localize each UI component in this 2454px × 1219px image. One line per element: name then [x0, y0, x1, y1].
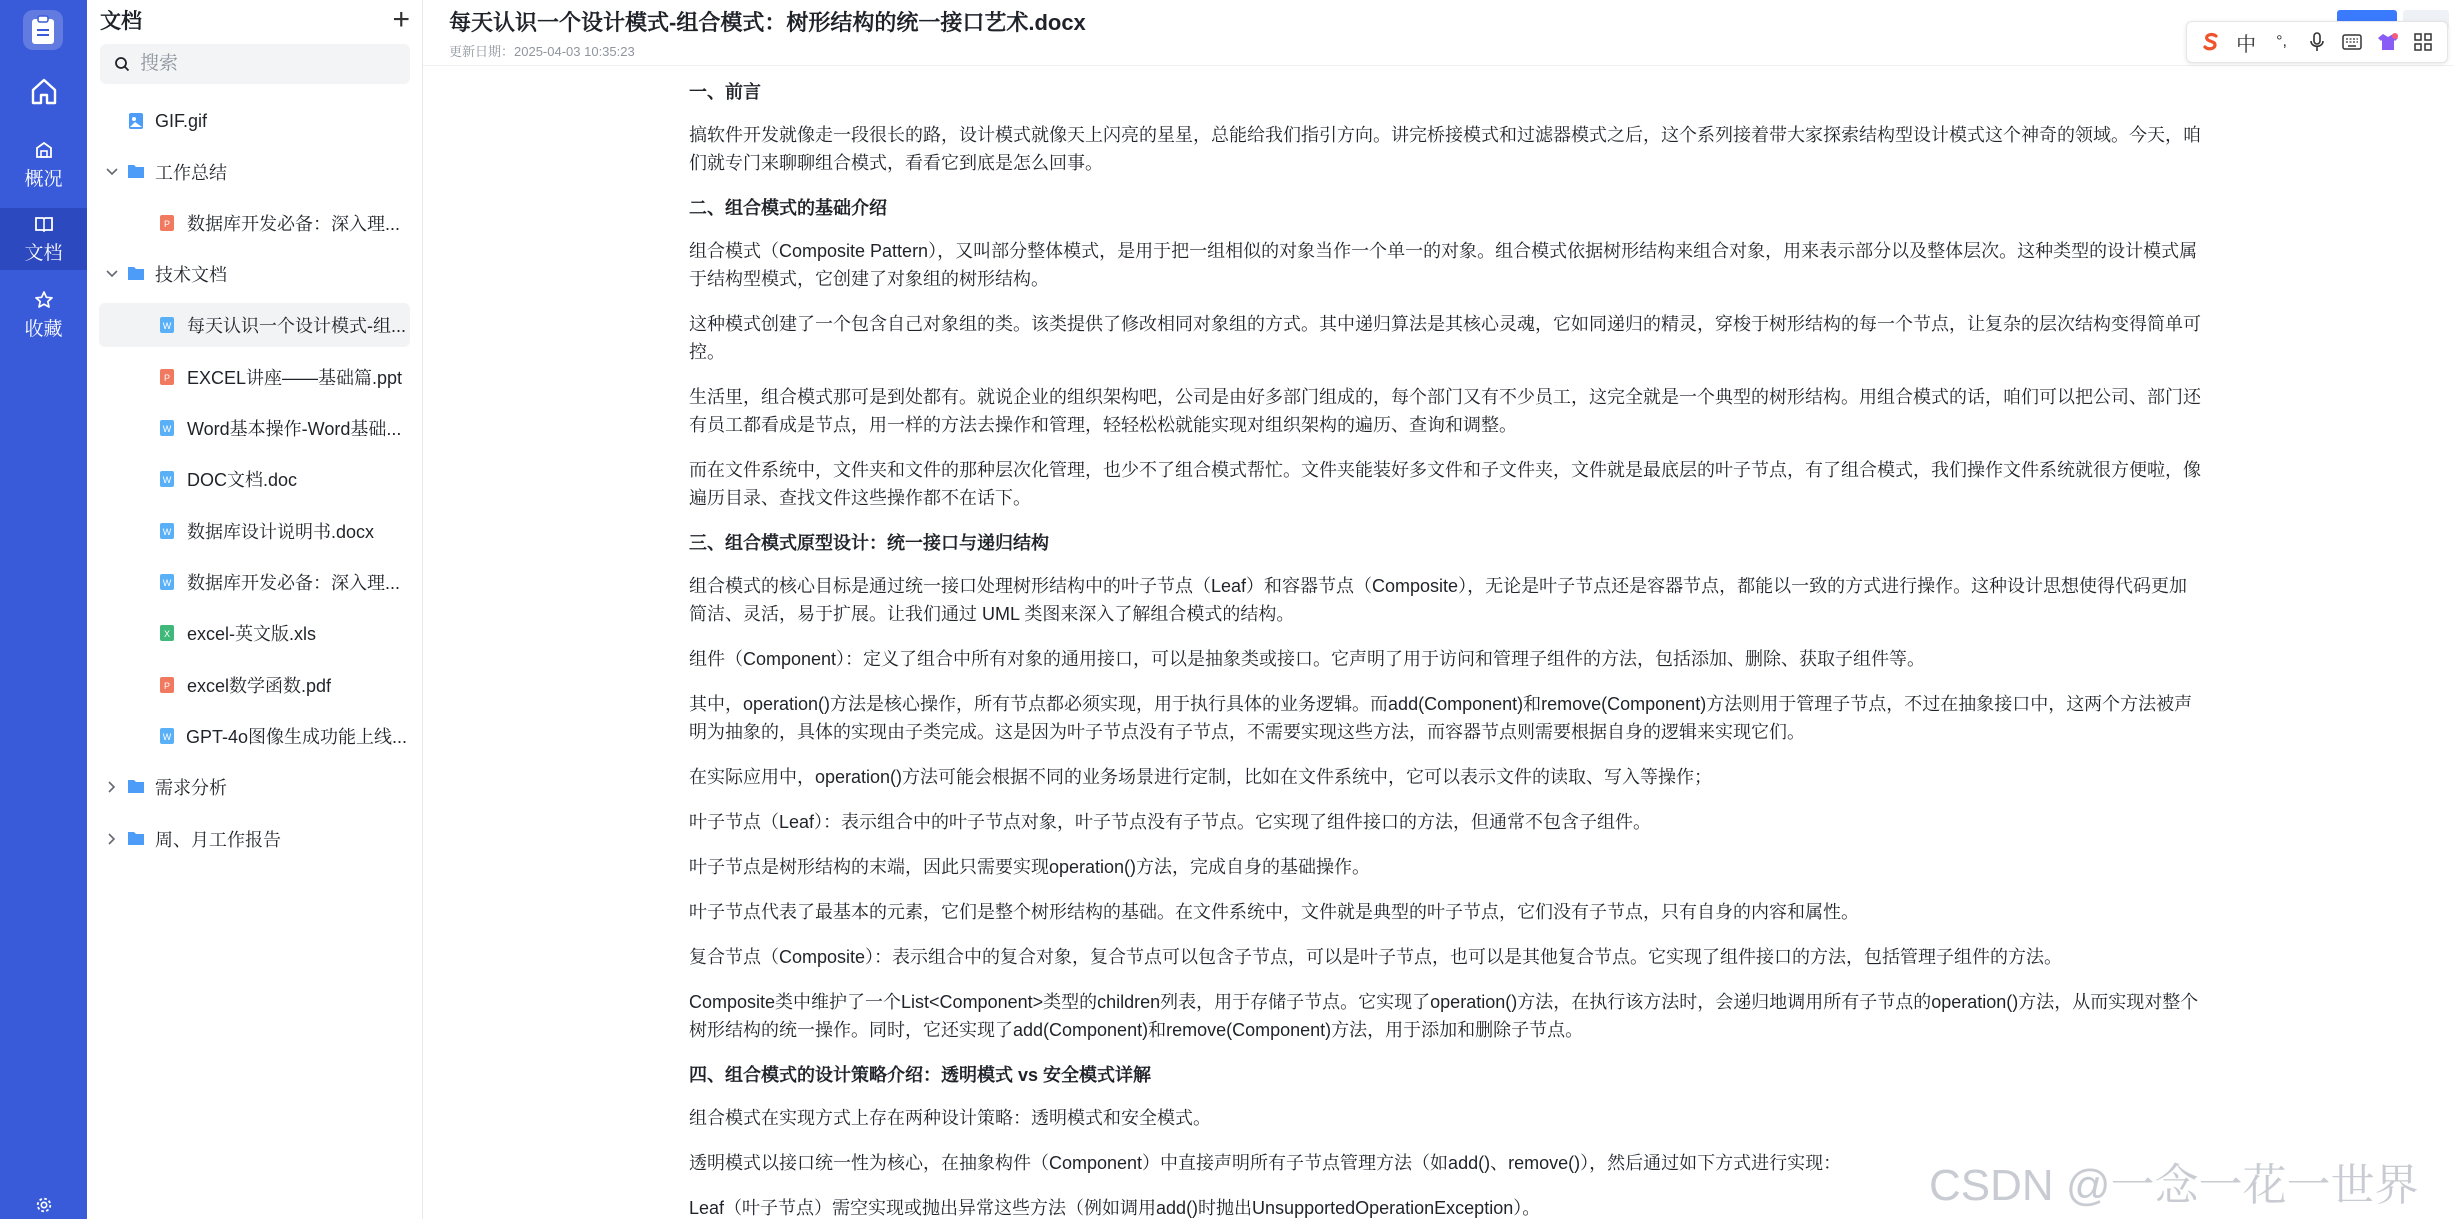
tree-item-label: GIF.gif: [155, 110, 208, 131]
tree-item-doc-doc[interactable]: [159, 457, 407, 501]
overview-icon: [34, 140, 54, 160]
paragraph: 搞软件开发就像走一段很长的路，设计模式就像天上闪亮的星星，总能给我们指引方向。讲完桥接模式和过滤器模式之后，这个系列接着带大家探索结构型设计模式这个神奇的领域。今天，咱们就专门来聊聊组合模式，看看它到底是怎么回事。: [689, 125, 2201, 173]
word-file-icon: [159, 727, 176, 745]
ppt-file-icon: [159, 368, 177, 386]
nav-overview-label: 概况: [24, 168, 63, 190]
book-icon: [34, 214, 54, 234]
paragraph: 生活里，组合模式那可是到处都有。就说企业的组织架构吧，公司是由好多部门组成的，每个部门又有不少员工，这完全就是一个典型的树形结构。用组合模式的话，咱们可以把公司、部门还有员工都看成是节点，用一样的方法去操作和管理，轻轻松松就能实现对组织架构的遍历、查询和调整。: [689, 387, 2201, 435]
search-box[interactable]: [100, 44, 410, 84]
paragraph: 透明模式以接口统一性为核心，在抽象构件（Component）中直接声明所有子节点管理方法（如add()、remove()），然后通过如下方式进行实现：: [689, 1153, 1842, 1173]
chevron-down-icon[interactable]: [103, 270, 121, 278]
nav-rail: [0, 0, 87, 1219]
clipboard-icon: [30, 15, 56, 45]
image-file-icon: [127, 112, 145, 130]
tree-item-excel-ppt[interactable]: [159, 355, 407, 399]
svg-text:W: W: [162, 527, 172, 537]
chevron-down-icon[interactable]: [103, 168, 121, 176]
tree-item-excel-en[interactable]: [159, 611, 407, 655]
svg-text:W: W: [162, 578, 172, 588]
word-file-icon: [159, 573, 177, 591]
pdf-file-icon: [159, 214, 177, 232]
microphone-icon[interactable]: [2304, 29, 2330, 55]
word-file-icon: [159, 316, 177, 334]
excel-file-icon: [159, 624, 177, 642]
doc-title: 每天认识一个设计模式-组合模式：树形结构的统一接口艺术.docx: [449, 10, 1086, 35]
tree-item-composite-doc[interactable]: [99, 303, 410, 347]
svg-text:P: P: [163, 373, 171, 383]
nav-docs-label: 文档: [24, 242, 63, 264]
sogou-logo-icon[interactable]: [2198, 29, 2224, 55]
tree-item-label: EXCEL讲座——基础篇.ppt: [187, 368, 403, 388]
nav-settings[interactable]: [0, 1196, 87, 1218]
tree-item-label: 技术文档: [155, 265, 227, 285]
keyboard-icon[interactable]: [2339, 29, 2365, 55]
tree-item-label: GPT-4o图像生成功能上线...: [185, 727, 407, 747]
star-icon: [34, 290, 54, 310]
tree-item-label: 工作总结: [155, 163, 227, 183]
paragraph: 这种模式创建了一个包含自己对象组的类。该类提供了修改相同对象组的方式。其中递归算法是其核心灵魂，它如同递归的精灵，穿梭于树形结构的每一个节点，让复杂的层次结构变得简单可控。: [689, 314, 2201, 362]
clothes-skin-icon[interactable]: [2375, 29, 2401, 55]
paragraph: 组合模式（Composite Pattern），又叫部分整体模式，是用于把一组相似的对象当作一个单一的对象。组合模式依据树形结构来组合对象，用来表示部分以及整体层次。这种类型的设计模式属于结构型模式，它创建了对象组的树形结构。: [689, 241, 2198, 289]
section-heading: 三、组合模式原型设计：统一接口与递归结构: [689, 533, 1049, 553]
gear-icon: [34, 1196, 54, 1214]
tree-item-db-dev-2[interactable]: [159, 560, 407, 604]
tree-folder-work-summary[interactable]: [103, 150, 407, 194]
nav-favorites[interactable]: [0, 287, 87, 343]
paragraph: 叶子节点是树形结构的末端，因此只需要实现operation()方法，完成自身的基础操作。: [689, 857, 1371, 877]
word-file-icon: [159, 419, 177, 437]
tree-item-db-design[interactable]: [159, 509, 407, 553]
tree-folder-requirements[interactable]: [103, 765, 407, 809]
paragraph: 组合模式在实现方式上存在两种设计策略：透明模式和安全模式。: [689, 1108, 1211, 1128]
section-heading: 二、组合模式的基础介绍: [689, 198, 887, 218]
grid-menu-icon[interactable]: [2410, 29, 2436, 55]
sidebar-title: 文档: [100, 10, 142, 33]
search-input[interactable]: [140, 53, 390, 75]
svg-text:W: W: [162, 475, 172, 485]
svg-text:P: P: [163, 219, 171, 229]
search-icon: [114, 56, 130, 72]
tree-item-label: excel-英文版.xls: [187, 624, 317, 644]
doc-content: [689, 78, 2201, 1219]
nav-favorites-label: 收藏: [24, 318, 63, 340]
tree-item-label: DOC文档.doc: [187, 470, 298, 490]
ime-toolbar: [2186, 21, 2448, 63]
ime-lang-toggle[interactable]: 中: [2236, 33, 2257, 56]
svg-text:P: P: [163, 681, 171, 691]
chevron-right-icon[interactable]: [103, 833, 121, 845]
svg-text:X: X: [163, 629, 171, 639]
tree-item-word-basic[interactable]: [159, 406, 407, 450]
tree-item-label: excel数学函数.pdf: [187, 676, 332, 696]
section-heading: 一、前言: [689, 82, 761, 102]
word-file-icon: [159, 522, 177, 540]
app-logo[interactable]: [23, 10, 63, 50]
paragraph: 复合节点（Composite）：表示组合中的复合对象，复合节点可以包含子节点，可以是叶子节点，也可以是其他复合节点。它实现了组件接口的方法，包括管理子组件的方法。: [689, 947, 2063, 967]
tree-item-label: 周、月工作报告: [155, 830, 281, 850]
paragraph: Composite类中维护了一个List<Component>类型的children列表，用于存储子节点。它实现了operation()方法，在执行该方法时，会递归地调用所有子节点的operation()方法，从而实现对整个树形结构的统一操作。同时，它还实现了add(Component)和remove(Component)方法，用于添加和删除子节点。: [689, 992, 2199, 1040]
paragraph: 组件（Component）：定义了组合中所有对象的通用接口，可以是抽象类或接口。它声明了用于访问和管理子组件的方法，包括添加、删除、获取子组件等。: [689, 649, 1926, 669]
doc-sidebar: [87, 0, 423, 1219]
folder-icon: [127, 830, 145, 848]
nav-docs[interactable]: [0, 208, 87, 270]
header-divider: [423, 65, 2454, 66]
folder-icon: [127, 163, 145, 181]
tree-item-label: 数据库设计说明书.docx: [187, 522, 375, 542]
paragraph: 其中，operation()方法是核心操作，所有节点都必须实现，用于执行具体的业务逻辑。而add(Component)和remove(Component)方法则用于管理子节点，不过在抽象接口中，这两个方法被声明为抽象的，具体的实现由子类完成。这是因为叶子节点没有子节点，不需要实现这些方法，而容器节点则需要根据自身的逻辑来实现它们。: [689, 694, 2193, 742]
doc-updated-date: 更新日期：2025-04-03 10:35:23: [449, 44, 635, 59]
pdf-file-icon: [159, 676, 177, 694]
nav-overview[interactable]: [0, 137, 87, 193]
tree-folder-reports[interactable]: [103, 817, 407, 861]
section-heading: 四、组合模式的设计策略介绍：透明模式 vs 安全模式详解: [689, 1065, 1152, 1085]
tree-item-label: 数据库开发必备：深入理...: [187, 214, 401, 234]
paragraph: 叶子节点代表了最基本的元素，它们是整个树形结构的基础。在文件系统中，文件就是典型的叶子节点，它们没有子节点，只有自身的内容和属性。: [689, 902, 1859, 922]
svg-text:W: W: [162, 321, 172, 331]
folder-icon: [127, 778, 145, 796]
tree-item-label: 每天认识一个设计模式-组...: [187, 316, 406, 336]
paragraph: Leaf（叶子节点）需空实现或抛出异常这些方法（例如调用add()时抛出UnsupportedOperationException）。: [689, 1198, 1541, 1218]
tree-item-label: 需求分析: [155, 778, 227, 798]
paragraph: 组合模式的核心目标是通过统一接口处理树形结构中的叶子节点（Leaf）和容器节点（Composite），无论是叶子节点还是容器节点，都能以一致的方式进行操作。这种设计思想使得代码更加简洁、灵活，易于扩展。让我们通过 UML 类图来深入了解组合模式的结构。: [689, 576, 2188, 624]
paragraph: 而在文件系统中，文件夹和文件的那种层次化管理，也少不了组合模式帮忙。文件夹能装好多文件和子文件夹，文件就是最底层的叶子节点，有了组合模式，我们操作文件系统就很方便啦，像遍历目录、查找文件这些操作都不在话下。: [689, 460, 2201, 508]
paragraph: 在实际应用中，operation()方法可能会根据不同的业务场景进行定制，比如在文件系统中，它可以表示文件的读取、写入等操作；: [689, 767, 1713, 787]
ime-punct-toggle[interactable]: °,: [2276, 33, 2287, 50]
csdn-watermark: CSDN @一念一花一世界: [1929, 1161, 2419, 1210]
svg-text:W: W: [162, 732, 172, 742]
chevron-right-icon[interactable]: [103, 781, 121, 793]
add-doc-button[interactable]: +: [392, 3, 410, 36]
tree-item-label: 数据库开发必备：深入理...: [187, 573, 401, 593]
paragraph: 叶子节点（Leaf）：表示组合中的叶子节点对象，叶子节点没有子节点。它实现了组件接口的方法，但通常不包含子组件。: [689, 812, 1652, 832]
tree-item-gpt4o[interactable]: [159, 714, 407, 758]
tree-item-label: Word基本操作-Word基础...: [187, 419, 402, 439]
tree-folder-tech-docs[interactable]: [103, 252, 407, 296]
svg-text:W: W: [162, 424, 172, 434]
nav-home[interactable]: [0, 70, 87, 116]
folder-icon: [127, 265, 145, 283]
word-file-icon: [159, 470, 177, 488]
tree-item-gif[interactable]: [127, 99, 407, 143]
tree-item-excel-math[interactable]: [159, 663, 407, 707]
home-icon: [29, 76, 59, 106]
tree-item-db-dev[interactable]: [159, 201, 407, 245]
